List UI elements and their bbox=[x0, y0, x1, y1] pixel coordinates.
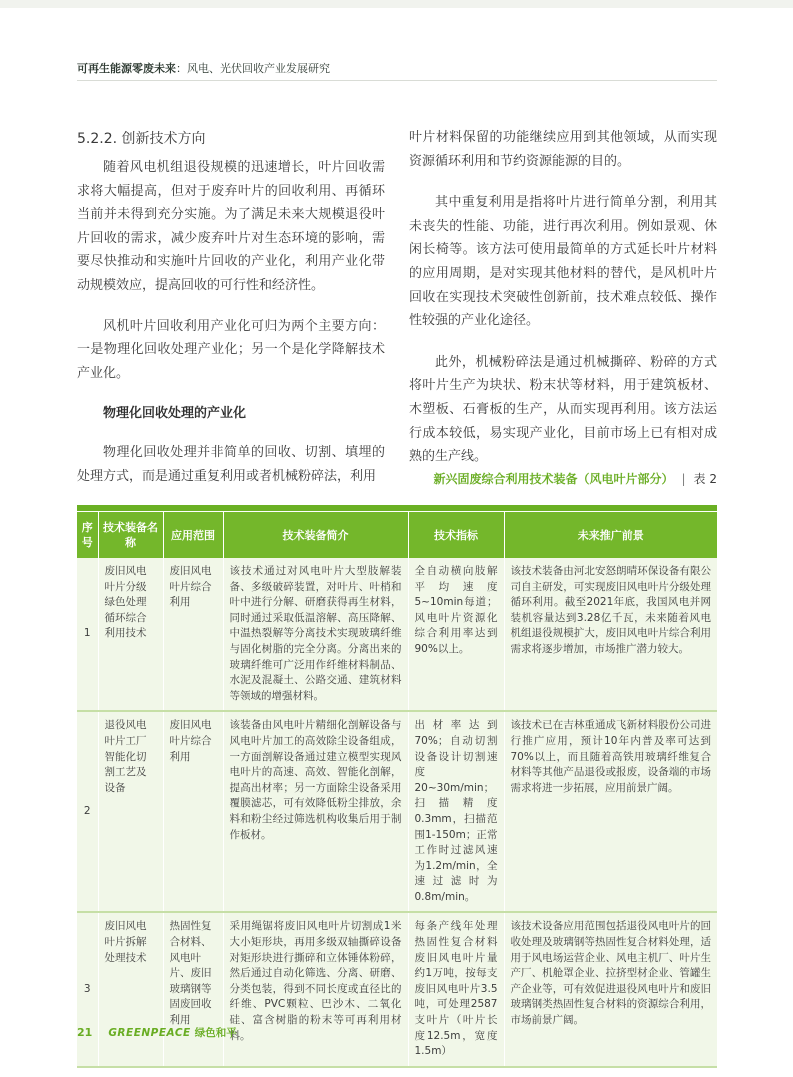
cell-scope: 废旧风电叶片综合利用 bbox=[163, 558, 223, 711]
page-number: 21 bbox=[77, 1026, 93, 1039]
cell-intro: 采用绳锯将废旧风电叶片切割成1米大小矩形块，再用多级双轴撕碎设备对矩形块进行撕碎和立体锤体粉碎，然后通过自动化筛选、分离、研磨、分类包装，得到不同长度或直径比的纤维、PVC颗粒、巴沙木、二氧化硅、富含树脂的粉末等可再利用材料。 bbox=[223, 912, 408, 1066]
left-paragraph-3: 物理化回收处理并非简单的回收、切割、填埋的处理方式，而是通过重复利用或者机械粉碎法，利用 bbox=[77, 445, 385, 484]
cell-intro: 该装备由风电叶片精细化剖解设备与风电叶片加工的高效除尘设备组成，一方面剖解设备通过建立模型实现风电叶片的高速、高效、智能化剖解，提高出材率；另一方面除尘设备采用覆膜滤芯，可有效降低粉尘排放，余料和粉尘经过筛选机构收集后用于制作板材。 bbox=[223, 711, 408, 912]
cell-name: 废旧风电叶片拆解处理技术 bbox=[98, 912, 163, 1066]
header-no: 序号 bbox=[77, 512, 98, 558]
header-divider bbox=[77, 80, 717, 81]
cell-index: 每条产线年处理热固性复合材料废旧风电叶片量约1万吨，按每支废旧风电叶片3.5吨，可处理2587支叶片（叶片长度12.5m，宽度1.5m） bbox=[408, 912, 504, 1066]
cell-index: 出材率达到70%；自动切割设备设计切割速度20~30m/min；扫描精度0.3mm，扫描范围1-150m；正常工作时过滤风速为1.2m/min，全速过滤时为0.8m/min。 bbox=[408, 711, 504, 912]
cell-index: 全自动横向肢解平均速度5~10min每道；风电叶片资源化综合利用率达到90%以上。 bbox=[408, 558, 504, 711]
right-paragraph-2: 其中重复利用是指将叶片进行简单分割，利用其未丧失的性能、功能，进行再次利用。例如景观、休闲长椅等。该方法可使用最简单的方式延长叶片材料的应用周期，是对实现其他材料的替代，是风机叶片回收在实现技术突破性创新前，技术难点较低、操作性较强的产业化途径。 bbox=[409, 195, 717, 329]
cell-prospect: 该技术已在吉林重通成飞新材料股份公司进行推广应用，预计10年内普及率可达到70%以上，而且随着高铁用玻璃纤维复合材料等其他产品退役或报废，设备端的市场需求将进一步拓展，应用前景广阔。 bbox=[504, 711, 717, 912]
running-header bbox=[77, 60, 330, 76]
cell-scope: 废旧风电叶片综合利用 bbox=[163, 711, 223, 912]
page-footer bbox=[77, 1025, 237, 1040]
header-intro: 技术装备简介 bbox=[223, 512, 408, 558]
table-caption bbox=[433, 470, 717, 487]
cell-no: 1 bbox=[77, 558, 98, 711]
cell-intro: 该技术通过对风电叶片大型肢解装备、多级破碎装置，对叶片、叶梢和叶中进行分解、研磨获得再生材料，同时通过采取低温溶解、高压降解、中温热裂解等分离技术实现玻璃纤维与固化树脂的完全分离。分离出来的玻璃纤维可广泛用作纤维材料制品、水泥及混凝土、公路交通、建筑材料等领域的增强材料。 bbox=[223, 558, 408, 711]
right-column bbox=[409, 126, 717, 487]
cell-no: 2 bbox=[77, 711, 98, 912]
cell-no: 3 bbox=[77, 912, 98, 1066]
left-paragraph-2: 风机叶片回收利用产业化可归为两个主要方向：一是物理化回收处理产业化；另一个是化学降解技术产业化。 bbox=[77, 318, 385, 381]
right-paragraph-3: 此外，机械粉碎法是通过机械撕碎、粉碎的方式将叶片生产为块状、粉末状等材料，用于建筑板材、木塑板、石膏板的生产，从而实现再利用。该方法运行成本较低，易实现产业化，目前市场上已有相对成熟的生产线。 bbox=[409, 354, 717, 465]
spec-table bbox=[77, 512, 717, 1068]
table-row bbox=[77, 912, 717, 1066]
cell-name: 退役风电叶片工厂智能化切割工艺及设备 bbox=[98, 711, 163, 912]
cell-prospect: 该技术设备应用范围包括退役风电叶片的回收处理及玻璃钢等热固性复合材料处理，适用于风电场运营企业、风电主机厂、叶片生产厂、机舱罩企业、拉挤型材企业、管罐生产企业等，可有效促进退役风电叶片和废旧玻璃钢类热固性复合材料的资源综合利用，市场前景广阔。 bbox=[504, 912, 717, 1066]
left-column bbox=[77, 126, 385, 506]
header-index: 技术指标 bbox=[408, 512, 504, 558]
cell-scope: 热固性复合材料、风电叶片、废旧玻璃钢等固废回收利用 bbox=[163, 912, 223, 1066]
table-top-rule bbox=[77, 505, 717, 511]
header-title-bold: 可再生能源零废未来 bbox=[77, 62, 176, 75]
left-paragraph-1: 随着风电机组退役规模的迅速增长，叶片回收需求将大幅提高，但对于废弃叶片的回收利用、再循环当前并未得到充分实施。为了满足未来大规模退役叶片回收的需求，减少废弃叶片对生态环境的影响，需要尽快推动和实施叶片回收的产业化，利用产业化带动规模效应，提高回收的可行性和经济性。 bbox=[77, 160, 385, 293]
greenpeace-logo-cn: 绿色和平 bbox=[194, 1027, 237, 1039]
greenpeace-logo: GREENPEACE bbox=[108, 1026, 191, 1039]
header-name: 技术装备名称 bbox=[98, 512, 163, 558]
right-paragraph-1: 叶片材料保留的功能继续应用到其他领域，从而实现资源循环利用和节约资源能源的目的。 bbox=[409, 130, 717, 169]
cell-name: 废旧风电叶片分级绿色处理循环综合利用技术 bbox=[98, 558, 163, 711]
subheading: 物理化回收处理的产业化 bbox=[103, 406, 247, 422]
table-row bbox=[77, 558, 717, 711]
section-heading: 5.2.2. 创新技术方向 bbox=[77, 131, 206, 147]
table-title: 新兴固废综合利用技术装备（风电叶片部分） bbox=[433, 472, 674, 486]
cell-prospect: 该技术装备由河北安怒朗晴环保设备有限公司自主研发，可实现废旧风电叶片分级处理循环利用。截至2021年底，我国风电并网装机容量达到3.28亿千瓦，未来随着风电机组退役规模扩大，废旧风电叶片综合利用需求将逐步增加，市场推广潜力较大。 bbox=[504, 558, 717, 711]
table-number: 表 2 bbox=[693, 472, 717, 486]
header-title-rest: ：风电、光伏回收产业发展研究 bbox=[176, 62, 330, 75]
header-scope: 应用范围 bbox=[163, 512, 223, 558]
table-header-row bbox=[77, 512, 717, 558]
caption-separator: | bbox=[681, 472, 686, 486]
table-row bbox=[77, 711, 717, 912]
header-prospect: 未来推广前景 bbox=[504, 512, 717, 558]
top-band bbox=[0, 0, 793, 8]
